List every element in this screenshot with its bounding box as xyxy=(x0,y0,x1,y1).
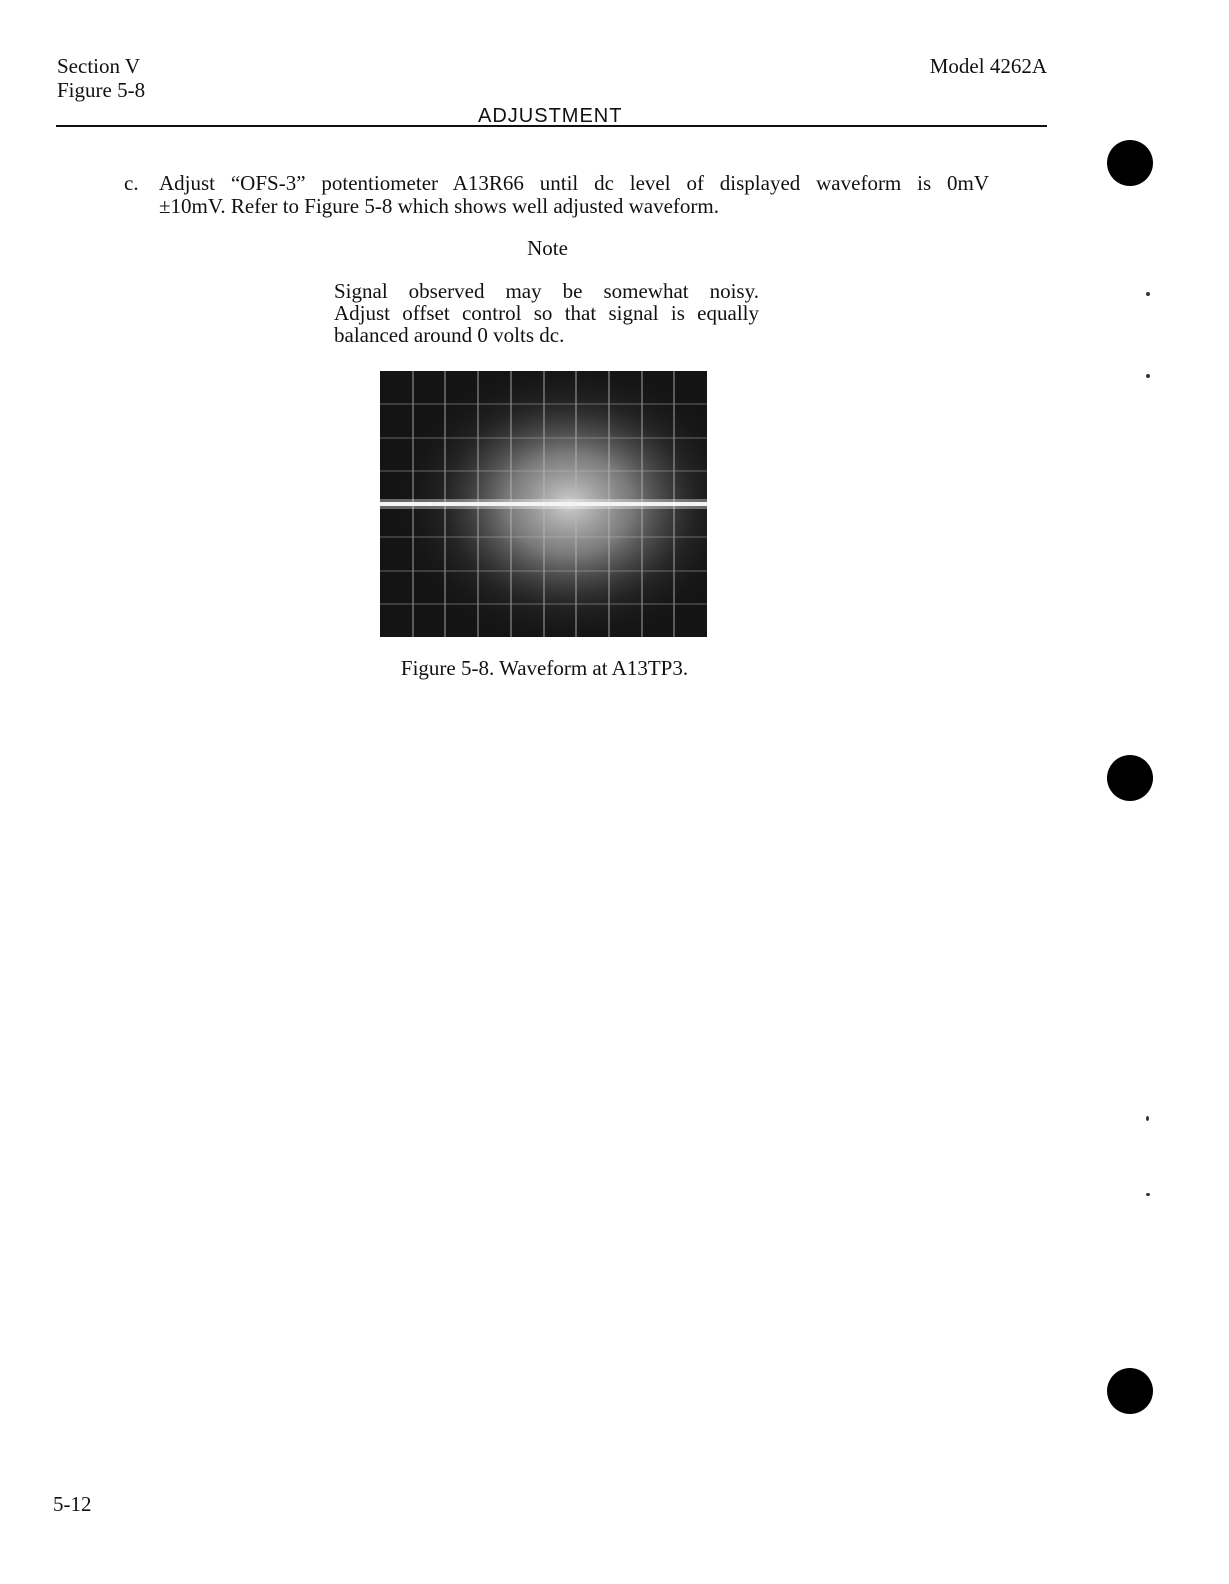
step-text-line-1: Adjust “OFS-3” potentiometer A13R66 until dc level of displayed waveform is 0mV xyxy=(159,171,989,195)
oscilloscope-photo xyxy=(380,371,707,637)
figure-reference: Figure 5-8 xyxy=(57,78,146,102)
oscilloscope-screen-graphic xyxy=(380,371,707,637)
scan-speck xyxy=(1146,374,1150,378)
figure-caption: Figure 5-8. Waveform at A13TP3. xyxy=(400,656,689,680)
step-text-line-2: ±10mV. Refer to Figure 5-8 which shows well adjusted waveform. xyxy=(159,194,719,218)
note-body xyxy=(334,280,759,346)
scan-speck xyxy=(1146,292,1150,296)
note-heading: Note xyxy=(527,236,568,260)
scan-speck xyxy=(1146,1116,1149,1121)
header-rule xyxy=(56,125,1047,127)
binder-hole-middle xyxy=(1107,755,1153,801)
model-label: Model 4262A xyxy=(929,54,1047,78)
scan-speck xyxy=(1146,1193,1150,1196)
note-line-3: balanced around 0 volts dc. xyxy=(334,323,565,347)
page-number: 5-12 xyxy=(53,1492,92,1516)
note-line-2: Adjust offset control so that signal is equally xyxy=(334,301,759,325)
binder-hole-bottom xyxy=(1107,1368,1153,1414)
section-title: ADJUSTMENT xyxy=(478,105,623,127)
step-text xyxy=(159,172,989,218)
running-header-left xyxy=(57,54,145,102)
section-label: Section V xyxy=(57,54,141,78)
waveform-trace xyxy=(380,502,707,506)
step-marker: c. xyxy=(124,171,139,195)
binder-hole-top xyxy=(1107,140,1153,186)
note-line-1: Signal observed may be somewhat noisy. xyxy=(334,279,759,303)
